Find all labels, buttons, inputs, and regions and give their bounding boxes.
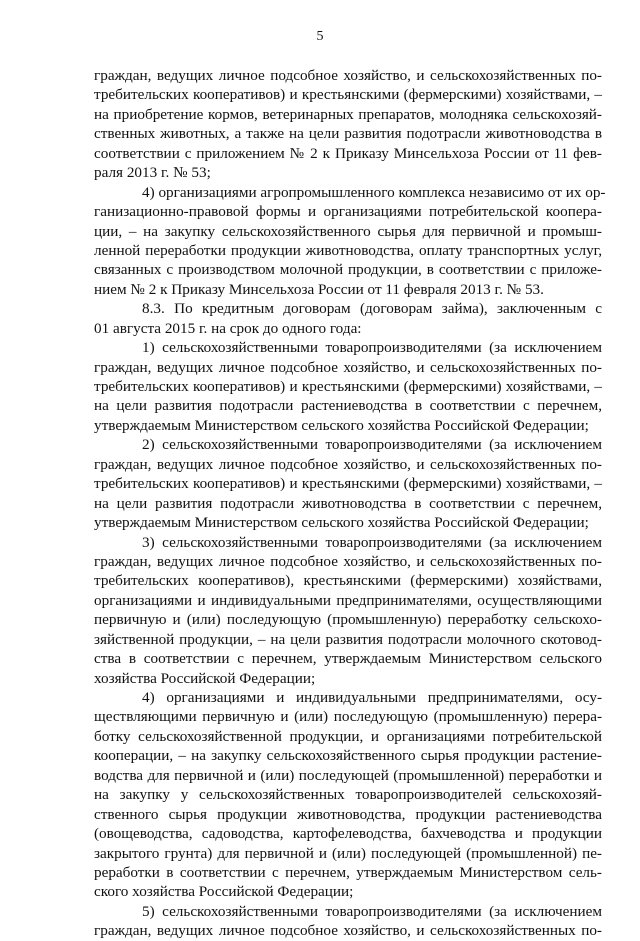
text-line: организациями и индивидуальными предпринимателями, осуществляющими bbox=[94, 591, 602, 609]
text-line: требительских кооперативов) и крестьянскими (фермерскими) хозяйствами, – bbox=[94, 475, 602, 493]
text-line: граждан, ведущих личное подсобное хозяйство, и сельскохозяйственных по- bbox=[94, 67, 602, 84]
text-line: утверждаемым Министерством сельского хозяйства Российской Федерации; bbox=[94, 514, 589, 532]
text-line: ганизационно-правовой формы и организациями потребительской коопера- bbox=[94, 203, 602, 221]
text-line: 2) сельскохозяйственными товаропроизводителями (за исключением bbox=[142, 436, 602, 454]
text-line: ции, – на закупку сельскохозяйственного сырья для первичной и промыш- bbox=[94, 222, 602, 240]
text-line: (овощеводства, садоводства, картофелеводства, бахчеводства и продукции bbox=[94, 825, 602, 843]
text-line: граждан, ведущих личное подсобное хозяйство, и сельскохозяйственных по- bbox=[94, 552, 602, 570]
text-line: ществляющими первичную и (или) последующую (промышленную) перера- bbox=[94, 708, 602, 726]
text-line: на закупку у сельскохозяйственных товаропроизводителей сельскохозяй- bbox=[94, 786, 602, 804]
text-line: связанных с производством молочной продукции, в соответствии с приложе- bbox=[94, 261, 602, 279]
text-line: на цели развития подотрасли животноводства в соответствии с перечнем, bbox=[94, 494, 602, 512]
text-line: нием № 2 к Приказу Минсельхоза России от 11 февраля 2013 г. № 53. bbox=[94, 280, 544, 298]
text-line: на цели развития подотрасли растениеводства в соответствии с перечнем, bbox=[94, 397, 602, 415]
text-line: требительских кооперативов) и крестьянскими (фермерскими) хозяйствами, – bbox=[94, 378, 602, 395]
text-line: ственного сырья продукции животноводства, продукции растениеводства bbox=[94, 805, 602, 823]
text-line: ственных животных, а также на цели развития подотрасли животноводства в bbox=[94, 125, 602, 143]
text-line: 5) сельскохозяйственными товаропроизводителями (за исключением bbox=[142, 902, 602, 920]
text-line: зяйственной продукции, – на цели развития подотрасли молочного скотовод- bbox=[94, 630, 602, 648]
text-line: ботку сельскохозяйственной продукции, и организациями потребительской bbox=[94, 727, 602, 745]
text-line: первичную и (или) последующую (промышленную) переработку сельскохо- bbox=[94, 611, 602, 629]
document-body bbox=[94, 66, 606, 941]
text-line: 1) сельскохозяйственными товаропроизводителями (за исключением bbox=[142, 339, 602, 357]
text-line: хозяйства Российской Федерации; bbox=[94, 669, 316, 687]
text-line: требительских кооперативов) и крестьянскими (фермерскими) хозяйствами, – bbox=[94, 86, 602, 104]
text-line: 8.3. По кредитным договорам (договорам займа), заключенным с bbox=[142, 300, 602, 318]
text-line: ства в соответствии с перечнем, утверждаемым Министерством сельского bbox=[94, 650, 602, 668]
text-line: граждан, ведущих личное подсобное хозяйство, и сельскохозяйственных по- bbox=[94, 922, 602, 940]
text-line: водства для первичной и (или) последующей (промышленной) переработки и bbox=[94, 766, 602, 784]
text-line: 3) сельскохозяйственными товаропроизводителями (за исключением bbox=[142, 533, 602, 551]
text-line: ленной переработки продукции животноводства, оплату транспортных услуг, bbox=[94, 241, 602, 259]
text-line: утверждаемым Министерством сельского хозяйства Российской Федерации; bbox=[94, 416, 589, 434]
page-number: 5 bbox=[316, 29, 324, 44]
text-line: граждан, ведущих личное подсобное хозяйство, и сельскохозяйственных по- bbox=[94, 455, 602, 473]
text-line: требительских кооперативов), крестьянскими (фермерскими) хозяйствами, bbox=[94, 572, 602, 590]
text-line: граждан, ведущих личное подсобное хозяйство, и сельскохозяйственных по- bbox=[94, 358, 602, 376]
text-line: кооперации, – на закупку сельскохозяйственного сырья продукции растение- bbox=[94, 747, 602, 765]
text-line: раля 2013 г. № 53; bbox=[94, 164, 211, 182]
text-line: реработки в соответствии с перечнем, утверждаемым Министерством сель- bbox=[94, 863, 602, 881]
text-line: 4) организациями агропромышленного комплекса независимо от их ор- bbox=[142, 183, 606, 201]
text-line: ского хозяйства Российской Федерации; bbox=[94, 883, 354, 901]
text-line: 01 августа 2015 г. на срок до одного года: bbox=[94, 319, 362, 337]
text-line: закрытого грунта) для первичной и (или) последующей (промышленной) пе- bbox=[94, 844, 602, 862]
text-line: соответствии с приложением № 2 к Приказу Минсельхоза России от 11 фев- bbox=[94, 144, 602, 162]
text-line: на приобретение кормов, ветеринарных препаратов, молодняка сельскохозяй- bbox=[94, 105, 602, 123]
text-line: 4) организациями и индивидуальными предпринимателями, осу- bbox=[142, 689, 602, 706]
